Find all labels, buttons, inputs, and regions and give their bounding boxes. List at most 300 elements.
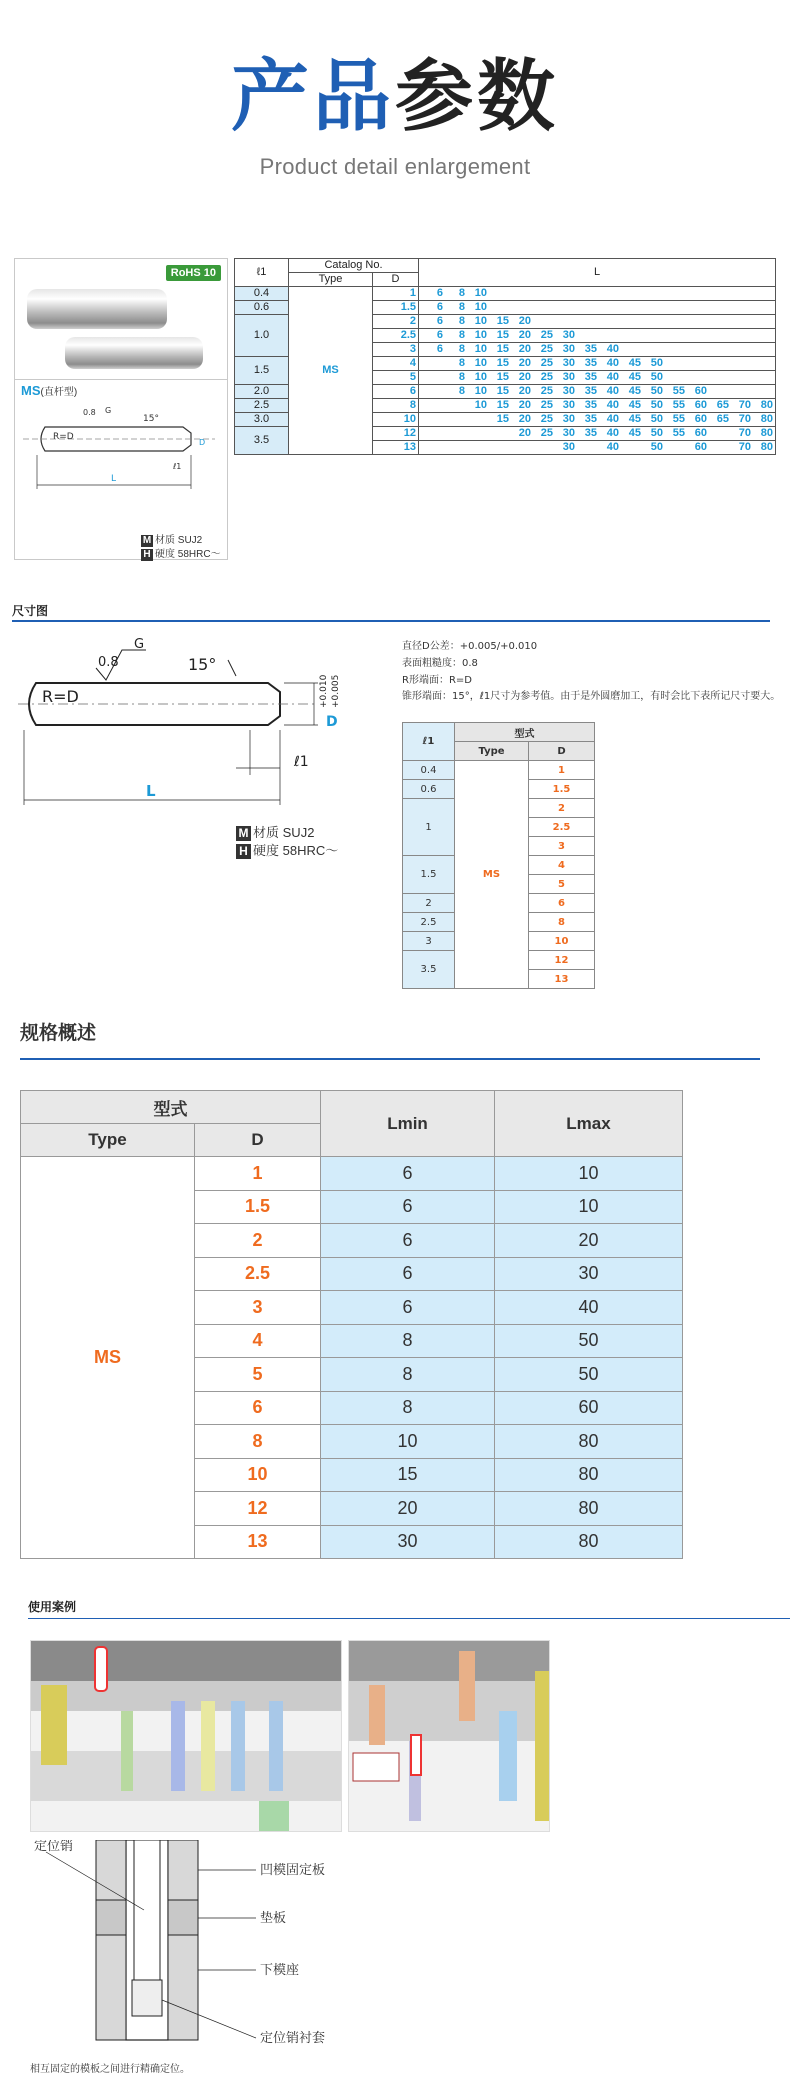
- col-lmax: Lmax: [495, 1091, 683, 1157]
- pin-mini-drawing: [15, 407, 227, 517]
- d-cell: 1: [529, 761, 595, 780]
- l-value: 15: [496, 399, 509, 411]
- col-type: Type: [21, 1124, 195, 1157]
- lmax-cell: 80: [495, 1425, 683, 1459]
- col-d: D: [195, 1124, 321, 1157]
- l-value: 20: [518, 315, 531, 327]
- l-value: [421, 413, 443, 426]
- l1-cell: 3: [403, 932, 455, 951]
- lmin-cell: 6: [321, 1224, 495, 1258]
- l-value: [575, 441, 597, 454]
- l-value: 8: [458, 371, 465, 383]
- lmin-cell: 10: [321, 1425, 495, 1459]
- l-value: [509, 287, 531, 300]
- l-value: 45: [628, 385, 641, 397]
- l-value: 80: [760, 441, 773, 453]
- l1-cell: 0.4: [235, 287, 289, 301]
- l-value: 50: [650, 357, 663, 369]
- l-value: [619, 343, 641, 356]
- l1-cell: 0.6: [235, 301, 289, 315]
- l-value: 10: [474, 399, 487, 411]
- l-value: [421, 371, 443, 384]
- l-value: 20: [518, 371, 531, 383]
- lmin-cell: 6: [321, 1190, 495, 1224]
- d-cell: 8: [529, 913, 595, 932]
- l-value: 60: [694, 399, 707, 411]
- l-value: [509, 441, 531, 454]
- l-value: 20: [518, 343, 531, 355]
- l-value: 40: [606, 399, 619, 411]
- l-value: 70: [738, 399, 751, 411]
- col-l1: ℓ1: [235, 259, 289, 287]
- l-value: [685, 357, 707, 370]
- d-cell: 1.5: [195, 1190, 321, 1224]
- l-value: [597, 287, 619, 300]
- l-value: 8: [458, 385, 465, 397]
- l-value: 25: [540, 343, 553, 355]
- l-value: 8: [458, 301, 465, 313]
- lmax-cell: 50: [495, 1324, 683, 1358]
- l-value: 30: [562, 371, 575, 383]
- l1-cell: 1.0: [235, 315, 289, 357]
- l-value: 70: [738, 413, 751, 425]
- l-value: [531, 301, 553, 314]
- pin-photo-large: [27, 289, 167, 329]
- l-value: [509, 301, 531, 314]
- l-value: [421, 357, 443, 370]
- d-cell: 1: [195, 1157, 321, 1191]
- l-value: 35: [584, 343, 597, 355]
- l-value: 50: [650, 427, 663, 439]
- l-value: 30: [562, 413, 575, 425]
- d-cell: 2: [373, 315, 419, 329]
- l-value: [553, 315, 575, 328]
- l-value: 40: [606, 427, 619, 439]
- d-cell: 3: [373, 343, 419, 357]
- l1-cell: 2.0: [235, 385, 289, 399]
- rohs-badge: RoHS 10: [166, 265, 221, 281]
- l-value: 30: [562, 357, 575, 369]
- l-value: [729, 301, 751, 314]
- l1-cell: 1.5: [235, 357, 289, 385]
- l-value: 45: [628, 413, 641, 425]
- l-value: [465, 427, 487, 440]
- d-cell: 13: [373, 441, 419, 455]
- l-value: [443, 399, 465, 412]
- material-line-2: M 材质 SUJ2: [236, 822, 314, 841]
- lmax-cell: 50: [495, 1358, 683, 1392]
- l-values-cell: [419, 371, 776, 385]
- l-value: 10: [474, 343, 487, 355]
- l-value: 20: [518, 385, 531, 397]
- l-value: [751, 301, 773, 314]
- l-value: 70: [738, 427, 751, 439]
- l-value: 45: [628, 357, 641, 369]
- d-cell: 10: [373, 413, 419, 427]
- l-value: 30: [562, 329, 575, 341]
- lmax-cell: 10: [495, 1157, 683, 1191]
- label-pin: 定位销: [34, 1840, 74, 1854]
- l-value: 50: [650, 399, 663, 411]
- l-value: 40: [606, 385, 619, 397]
- d-cell: 13: [529, 970, 595, 989]
- l-value: [531, 441, 553, 454]
- l-value: [553, 301, 575, 314]
- dimension-drawing: [18, 630, 348, 830]
- note-line: 直径D公差：+0.005/+0.010: [402, 641, 538, 652]
- l-value: [597, 315, 619, 328]
- mini-l-label: L: [111, 474, 117, 484]
- l-value: 15: [496, 357, 509, 369]
- l-value: [729, 329, 751, 342]
- label-bushing: 定位销衬套: [260, 2031, 326, 2046]
- l-value: [421, 441, 443, 454]
- l-value: 15: [496, 371, 509, 383]
- col-l: L: [419, 259, 776, 287]
- l-value: 10: [474, 385, 487, 397]
- dimension-table: [402, 722, 595, 989]
- lmax-cell: 80: [495, 1525, 683, 1559]
- l1-cell: 2: [403, 894, 455, 913]
- l-value: [443, 441, 465, 454]
- d-cell: 12: [373, 427, 419, 441]
- l-value: 55: [672, 413, 685, 425]
- hardness-line: H 硬度 58HRC～: [141, 545, 221, 561]
- l-value: 6: [436, 329, 443, 341]
- lmin-cell: 6: [321, 1291, 495, 1325]
- l-values-cell: [419, 413, 776, 427]
- l-value: 20: [518, 427, 531, 439]
- hardness-line-2: H 硬度 58HRC～: [236, 840, 338, 859]
- l-value: 25: [540, 329, 553, 341]
- l1-cell: 0.6: [403, 780, 455, 799]
- l-value: [707, 301, 729, 314]
- l-value: 10: [474, 287, 487, 299]
- l-values-cell: [419, 329, 776, 343]
- page-title: 产品参数: [230, 52, 560, 142]
- l-value: [751, 343, 773, 356]
- lmin-cell: 6: [321, 1157, 495, 1191]
- d-cell: 4: [373, 357, 419, 371]
- l-value: 35: [584, 413, 597, 425]
- l-values-cell: [419, 287, 776, 301]
- l-value: 65: [716, 413, 729, 425]
- l-value: 6: [436, 315, 443, 327]
- l-value: [619, 301, 641, 314]
- l-value: 20: [518, 413, 531, 425]
- usage-section-drawing: [26, 1840, 446, 2070]
- l-value: 10: [474, 301, 487, 313]
- l-value: [685, 371, 707, 384]
- l-value: [685, 343, 707, 356]
- l-value: 20: [518, 399, 531, 411]
- lmax-cell: 20: [495, 1224, 683, 1258]
- l-value: [729, 371, 751, 384]
- lmin-cell: 8: [321, 1324, 495, 1358]
- l-values-cell: [419, 301, 776, 315]
- l-value: [619, 329, 641, 342]
- l-value: [641, 315, 663, 328]
- d-cell: 5: [373, 371, 419, 385]
- l-value: 35: [584, 427, 597, 439]
- l-value: [663, 343, 685, 356]
- l-value: [685, 315, 707, 328]
- l-values-cell: [419, 357, 776, 371]
- l-value: [575, 329, 597, 342]
- l-value: [729, 287, 751, 300]
- d-cell: 8: [373, 399, 419, 413]
- pin-photo-small: [65, 337, 203, 369]
- l-value: [663, 441, 685, 454]
- l-value: [751, 287, 773, 300]
- l-value: 6: [436, 343, 443, 355]
- l-value: [663, 315, 685, 328]
- l-value: 60: [694, 385, 707, 397]
- d-cell: 5: [529, 875, 595, 894]
- divider: [12, 620, 770, 622]
- lmin-cell: 6: [321, 1257, 495, 1291]
- l-value: 55: [672, 427, 685, 439]
- l-value: [443, 427, 465, 440]
- l-value: [641, 301, 663, 314]
- lmax-cell: 40: [495, 1291, 683, 1325]
- l-value: 6: [436, 287, 443, 299]
- page-subtitle: Product detail enlargement: [259, 154, 531, 179]
- d-cell: 10: [195, 1458, 321, 1492]
- l-value: [663, 357, 685, 370]
- l-value: 15: [496, 413, 509, 425]
- d-cell: 12: [195, 1492, 321, 1526]
- l-value: 40: [606, 371, 619, 383]
- table-row: [21, 1157, 683, 1191]
- d-cell: 1.5: [373, 301, 419, 315]
- d-label: D: [326, 714, 338, 730]
- l-value: [707, 427, 729, 440]
- material-line: M 材质 SUJ2: [142, 535, 203, 546]
- l-value: [487, 301, 509, 314]
- l-value: 25: [540, 399, 553, 411]
- l-value: [751, 371, 773, 384]
- l-value: 6: [436, 301, 443, 313]
- r-label: R=D: [42, 687, 79, 706]
- l-value: 35: [584, 399, 597, 411]
- tol-upper: +0.010: [319, 674, 329, 708]
- l-value: 8: [458, 329, 465, 341]
- l-value: [751, 329, 773, 342]
- l-value: 50: [650, 371, 663, 383]
- l-value: [421, 399, 443, 412]
- lmin-cell: 30: [321, 1525, 495, 1559]
- d-cell: 2.5: [195, 1257, 321, 1291]
- l-value: 40: [606, 343, 619, 355]
- l-value: [641, 329, 663, 342]
- lmin-cell: 20: [321, 1492, 495, 1526]
- mini-r-label: R=D: [53, 432, 74, 442]
- l-value: 30: [562, 399, 575, 411]
- l-value: [531, 287, 553, 300]
- l-value: [751, 315, 773, 328]
- dimension-heading: 尺寸图: [12, 604, 49, 618]
- l-values-cell: [419, 315, 776, 329]
- l-value: 10: [474, 315, 487, 327]
- l-value: [597, 301, 619, 314]
- d-cell: 12: [529, 951, 595, 970]
- label-lower-base: 下模座: [260, 1963, 300, 1978]
- l-value: 30: [562, 427, 575, 439]
- l-value: [663, 329, 685, 342]
- series-label: MS(直杆型): [21, 383, 78, 398]
- usage-image-left: [30, 1640, 342, 1832]
- l-value: 35: [584, 371, 597, 383]
- l1-cell: 1.5: [403, 856, 455, 894]
- l-value: [443, 413, 465, 426]
- l-values-cell: [419, 427, 776, 441]
- d-cell: 13: [195, 1525, 321, 1559]
- l-value: [707, 441, 729, 454]
- l-value: 30: [562, 343, 575, 355]
- l-value: [751, 357, 773, 370]
- lmin-cell: 8: [321, 1391, 495, 1425]
- l-value: 15: [496, 329, 509, 341]
- usage-heading: 使用案例: [28, 1600, 77, 1614]
- col-group: 型式: [21, 1091, 321, 1124]
- l-value: 45: [628, 371, 641, 383]
- l-value: 10: [474, 371, 487, 383]
- l-value: 35: [584, 385, 597, 397]
- l-value: 8: [458, 357, 465, 369]
- spec-table: [20, 1090, 683, 1559]
- l-value: 25: [540, 371, 553, 383]
- d-cell: 2: [529, 799, 595, 818]
- l1-cell: 3.0: [235, 413, 289, 427]
- l-value: 55: [672, 399, 685, 411]
- l-value: 60: [694, 413, 707, 425]
- l-value: 80: [760, 427, 773, 439]
- mini-rough-label: 0.8: [83, 408, 96, 417]
- l-value: [575, 287, 597, 300]
- l-value: 40: [606, 441, 619, 453]
- l1-cell: 3.5: [235, 427, 289, 455]
- l-value: [707, 385, 729, 398]
- l-value: [619, 441, 641, 454]
- l-value: 8: [458, 343, 465, 355]
- d-cell: 2.5: [373, 329, 419, 343]
- col-lmin: Lmin: [321, 1091, 495, 1157]
- l-value: [575, 315, 597, 328]
- lmin-cell: 8: [321, 1358, 495, 1392]
- l-value: [685, 287, 707, 300]
- l-value: 60: [694, 441, 707, 453]
- d-cell: 2: [195, 1224, 321, 1258]
- l-value: 25: [540, 385, 553, 397]
- l-value: 10: [474, 329, 487, 341]
- catalog-table: [234, 258, 776, 455]
- d-cell: 6: [529, 894, 595, 913]
- l-value: [553, 287, 575, 300]
- l-value: 70: [738, 441, 751, 453]
- l-value: 30: [562, 441, 575, 453]
- l-value: 50: [650, 413, 663, 425]
- l-value: 80: [760, 399, 773, 411]
- d-cell: 10: [529, 932, 595, 951]
- l-value: 20: [518, 357, 531, 369]
- l-value: 15: [496, 343, 509, 355]
- l-value: 65: [716, 399, 729, 411]
- l-value: [663, 371, 685, 384]
- lmin-cell: 15: [321, 1458, 495, 1492]
- l-value: 45: [628, 399, 641, 411]
- l-value: 10: [474, 357, 487, 369]
- l-value: 8: [458, 287, 465, 299]
- lmax-cell: 60: [495, 1391, 683, 1425]
- d-cell: 1.5: [529, 780, 595, 799]
- rough-label: 0.8: [98, 655, 119, 670]
- l-value: [421, 427, 443, 440]
- l-value: [729, 385, 751, 398]
- note-line: 表面粗糙度：0.8: [402, 658, 478, 669]
- l-value: [531, 315, 553, 328]
- l1-label: ℓ1: [294, 754, 309, 770]
- d-cell: 4: [195, 1324, 321, 1358]
- l-value: [465, 441, 487, 454]
- l-value: [597, 329, 619, 342]
- d-cell: 2.5: [529, 818, 595, 837]
- usage-image-right: [348, 1640, 550, 1832]
- mini-d-label: D: [199, 438, 206, 447]
- l-value: [641, 287, 663, 300]
- l-value: [663, 301, 685, 314]
- l-value: 40: [606, 413, 619, 425]
- mini-l1-label: ℓ1: [173, 462, 182, 471]
- l-value: 80: [760, 413, 773, 425]
- usage-caption: 相互固定的模板之间进行精确定位。: [30, 2064, 190, 2075]
- l-value: [707, 315, 729, 328]
- l-value: [465, 413, 487, 426]
- l-value: [685, 329, 707, 342]
- l-value: [487, 441, 509, 454]
- l-value: 45: [628, 427, 641, 439]
- l1-cell: 2.5: [403, 913, 455, 932]
- l-value: [729, 357, 751, 370]
- l-value: [641, 343, 663, 356]
- tol-lower: +0.005: [331, 674, 341, 708]
- lmax-cell: 10: [495, 1190, 683, 1224]
- l-value: 60: [694, 427, 707, 439]
- g-label: G: [134, 637, 145, 652]
- lmax-cell: 80: [495, 1458, 683, 1492]
- l-label: L: [146, 782, 156, 800]
- l-value: [707, 357, 729, 370]
- d-cell: 8: [195, 1425, 321, 1459]
- col-catalog: Catalog No.: [289, 259, 419, 273]
- l1-cell: 2.5: [235, 399, 289, 413]
- mini-angle-label: 15°: [143, 414, 159, 424]
- l-value: [729, 315, 751, 328]
- l-value: 25: [540, 413, 553, 425]
- l-values-cell: [419, 441, 776, 455]
- l-value: [707, 287, 729, 300]
- note-line: R形端面：R=D: [402, 675, 472, 686]
- d-cell: 5: [195, 1358, 321, 1392]
- l-value: 20: [518, 329, 531, 341]
- col-l1: ℓ1: [403, 723, 455, 761]
- l-value: [707, 329, 729, 342]
- l-value: 25: [540, 427, 553, 439]
- l-value: 50: [650, 441, 663, 453]
- l-value: [751, 385, 773, 398]
- type-cell: MS: [289, 287, 373, 455]
- col-d: D: [373, 273, 419, 287]
